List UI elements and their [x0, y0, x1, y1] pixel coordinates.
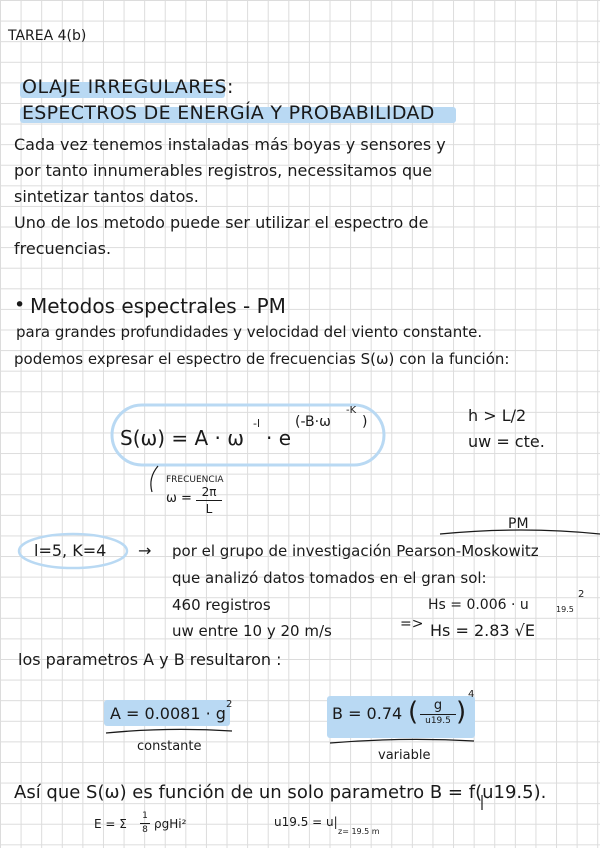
u-formula-sub: z= 19.5 m: [338, 827, 380, 836]
heading-olaje: OLAJE IRREGULARES:: [22, 76, 234, 98]
frequency-fraction: [196, 486, 222, 515]
energy-formula-fraction: [140, 812, 150, 835]
research-line-1: por el grupo de investigación Pearson-Moskowitz: [172, 542, 539, 560]
energy-formula-den: 8: [142, 825, 148, 835]
box-b-lhs: B = 0.74: [332, 704, 403, 723]
box-a-sup: 2: [226, 699, 233, 710]
formula-exp-close: ): [362, 414, 368, 430]
box-b-paren-close: ): [456, 697, 467, 727]
box-b-fraction: [420, 699, 456, 726]
condition-wind: uw = cte.: [468, 432, 545, 451]
section-line-2: podemos expresar el espectro de frecuencias S(ω) con la función:: [14, 350, 510, 368]
u-formula: u19.5 = u|: [274, 815, 338, 829]
pm-label: PM: [508, 516, 529, 532]
condition-depth: h > L/2: [468, 406, 527, 425]
energy-formula-num: 1: [142, 811, 148, 821]
section-bullet: •: [14, 294, 26, 316]
hs-formula-1-sub: 19.5: [556, 605, 574, 614]
frequency-lhs: ω =: [166, 491, 192, 506]
formula-dot-e: · e: [266, 426, 292, 450]
heading-espectros: ESPECTROS DE ENERGÍA Y PROBABILIDAD: [22, 102, 435, 124]
frequency-denominator: L: [205, 502, 213, 516]
section-title: Metodos espectrales - PM: [30, 294, 286, 318]
box-a-caption: constante: [137, 739, 202, 754]
section-line-1: para grandes profundidades y velocidad del viento constante.: [16, 323, 483, 341]
task-title: TAREA 4(b): [8, 28, 87, 44]
intro-line-3: sintetizar tantos datos.: [14, 187, 199, 206]
research-line-2: que analizó datos tomados en el gran sol:: [172, 569, 487, 587]
hs-formula-2: Hs = 2.83 √E: [430, 621, 535, 640]
frequency-numerator: 2π: [201, 485, 217, 499]
box-b-paren-open: (: [408, 697, 419, 727]
energy-formula-rhs: ρgHi²: [154, 817, 187, 831]
intro-line-5: frecuencias.: [14, 239, 112, 258]
intro-line-4: Uno de los metodo puede ser utilizar el espectro de: [14, 213, 429, 232]
formula-exp-e: (-B·ω: [295, 414, 331, 430]
box-b-denominator: u19.5: [425, 716, 451, 726]
energy-formula-lhs: E = Σ: [94, 817, 127, 831]
box-b-exp: 4: [468, 689, 475, 700]
formula-exp-l: -l: [253, 417, 261, 430]
params-result: los parametros A y B resultaron :: [18, 650, 282, 669]
formula-exp-k: -K: [346, 405, 357, 416]
arrow-icon: →: [138, 541, 152, 560]
box-b-caption: variable: [378, 748, 431, 763]
conclusion: Así que S(ω) es función de un solo parametro B = f(u19.5).: [14, 782, 547, 803]
implies-icon: =>: [400, 616, 424, 632]
intro-line-2: por tanto innumerables registros, necessitamos que: [14, 161, 433, 180]
hs-formula-1: Hs = 0.006 · u: [428, 597, 529, 613]
frequency-label: FRECUENCIA: [166, 475, 224, 485]
research-line-4: uw entre 10 y 20 m/s: [172, 622, 332, 640]
params-circle-text: l=5, K=4: [34, 541, 107, 560]
hs-formula-1-sup: 2: [578, 589, 585, 600]
formula-lhs: S(ω) = A · ω: [120, 426, 245, 450]
intro-line-1: Cada vez tenemos instaladas más boyas y sensores y: [14, 135, 446, 154]
box-b-numerator: g: [433, 698, 443, 713]
research-line-3: 460 registros: [172, 596, 271, 614]
box-a-formula: A = 0.0081 · g: [110, 704, 226, 723]
